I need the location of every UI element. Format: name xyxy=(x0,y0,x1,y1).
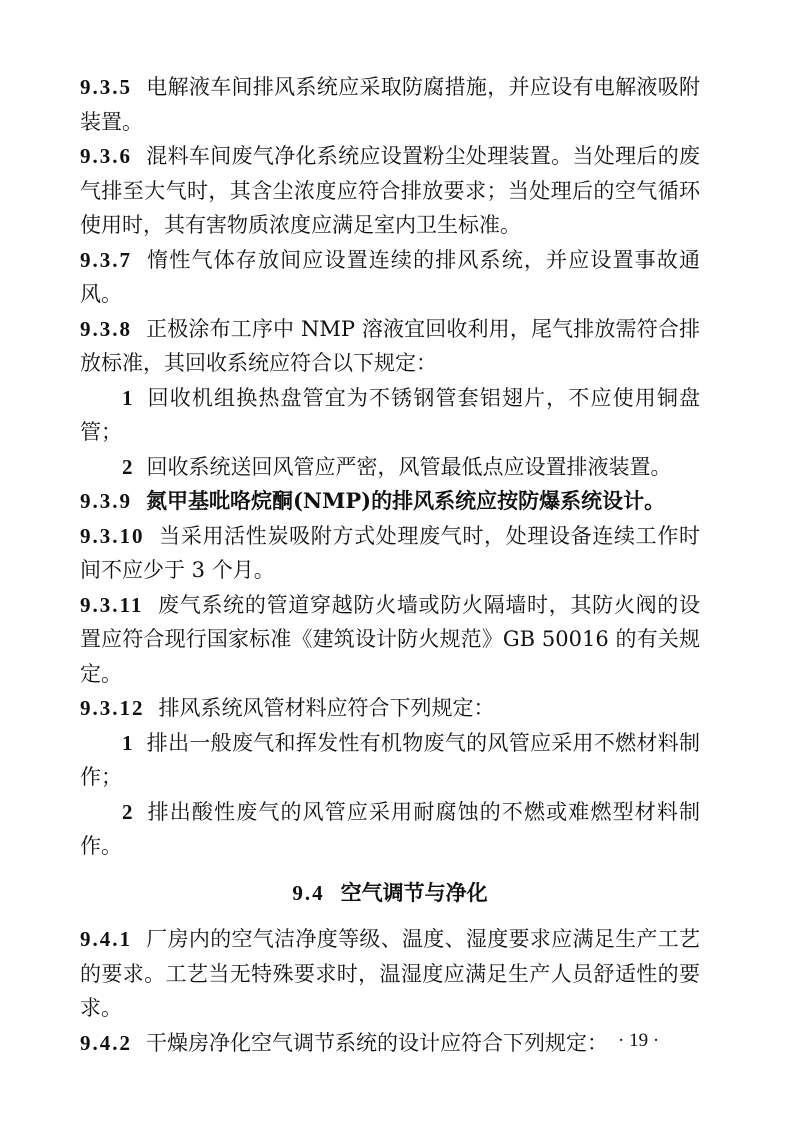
clause-9-3-5 xyxy=(80,70,700,139)
section-number: 9.4 xyxy=(292,880,325,905)
clause-text: 电解液车间排风系统应采取防腐措施，并应设有电解液吸附装置。 xyxy=(80,75,700,134)
clause-9-3-6 xyxy=(80,139,700,243)
clause-text: 干燥房净化空气调节系统的设计应符合下列规定： xyxy=(146,1030,608,1055)
clause-9-3-12-item-2 xyxy=(80,795,700,864)
clause-text: 氮甲基吡咯烷酮(NMP)的排风系统应按防爆系统设计。 xyxy=(146,488,666,513)
clause-9-3-8-item-1 xyxy=(80,381,700,450)
clause-text: 混料车间废气净化系统应设置粉尘处理装置。当处理后的废气排至大气时，其含尘浓度应符合排放要求；当处理后的空气循环使用时，其有害物质浓度应满足室内卫生标准。 xyxy=(80,144,700,237)
page-number: · 19 · xyxy=(618,1030,660,1051)
clause-number: 9.3.5 xyxy=(80,75,132,99)
item-number: 2 xyxy=(122,799,133,824)
clause-text: 厂房内的空气洁净度等级、温度、湿度要求应满足生产工艺的要求。工艺当无特殊要求时，温湿度应满足生产人员舒适性的要求。 xyxy=(80,927,700,1020)
item-text: 回收系统送回风管应严密，风管最低点应设置排液装置。 xyxy=(146,454,672,479)
clause-number: 9.3.11 xyxy=(80,592,144,617)
item-text: 排出酸性废气的风管应采用耐腐蚀的不燃或难燃型材料制作。 xyxy=(80,799,700,858)
clause-9-3-11 xyxy=(80,588,700,692)
document-body xyxy=(80,70,700,1060)
item-text: 排出一般废气和挥发性有机物废气的风管应采用不燃材料制作； xyxy=(80,730,700,789)
clause-text: 正极涂布工序中 NMP 溶液宜回收利用，尾气排放需符合排放标准，其回收系统应符合以下规定： xyxy=(80,316,700,375)
clause-9-3-8-item-2 xyxy=(80,450,700,485)
clause-9-3-12-item-1 xyxy=(80,726,700,795)
clause-text: 排风系统风管材料应符合下列规定： xyxy=(158,696,495,720)
clause-9-3-12 xyxy=(80,691,700,726)
clause-number: 9.4.1 xyxy=(80,927,132,951)
clause-9-3-10 xyxy=(80,519,700,588)
clause-9-4-1 xyxy=(80,922,700,1026)
clause-number: 9.3.12 xyxy=(80,696,145,720)
clause-9-3-8 xyxy=(80,312,700,381)
item-number: 1 xyxy=(122,385,133,410)
clause-number: 9.3.7 xyxy=(80,247,132,272)
clause-text: 当采用活性炭吸附方式处理废气时，处理设备连续工作时间不应少于 3 个月。 xyxy=(80,523,700,582)
item-text: 回收机组换热盘管宜为不锈钢管套铝翅片，不应使用铜盘管； xyxy=(80,385,700,444)
clause-text: 废气系统的管道穿越防火墙或防火隔墙时，其防火阀的设置应符合现行国家标准《建筑设计防火规范》GB 50016 的有关规定。 xyxy=(80,592,700,686)
clause-number: 9.3.9 xyxy=(80,489,132,513)
clause-number: 9.3.8 xyxy=(80,316,132,341)
clause-text: 惰性气体存放间应设置连续的排风系统，并应设置事故通风。 xyxy=(80,247,700,306)
section-heading xyxy=(80,876,700,911)
clause-number: 9.3.10 xyxy=(80,523,145,548)
section-title: 空气调节与净化 xyxy=(340,879,488,905)
item-number: 2 xyxy=(122,454,133,479)
clause-number: 9.4.2 xyxy=(80,1030,132,1055)
clause-9-3-7 xyxy=(80,243,700,312)
clause-9-3-9 xyxy=(80,484,700,519)
clause-9-4-2 xyxy=(80,1026,700,1061)
clause-number: 9.3.6 xyxy=(80,144,132,168)
item-number: 1 xyxy=(122,730,133,755)
